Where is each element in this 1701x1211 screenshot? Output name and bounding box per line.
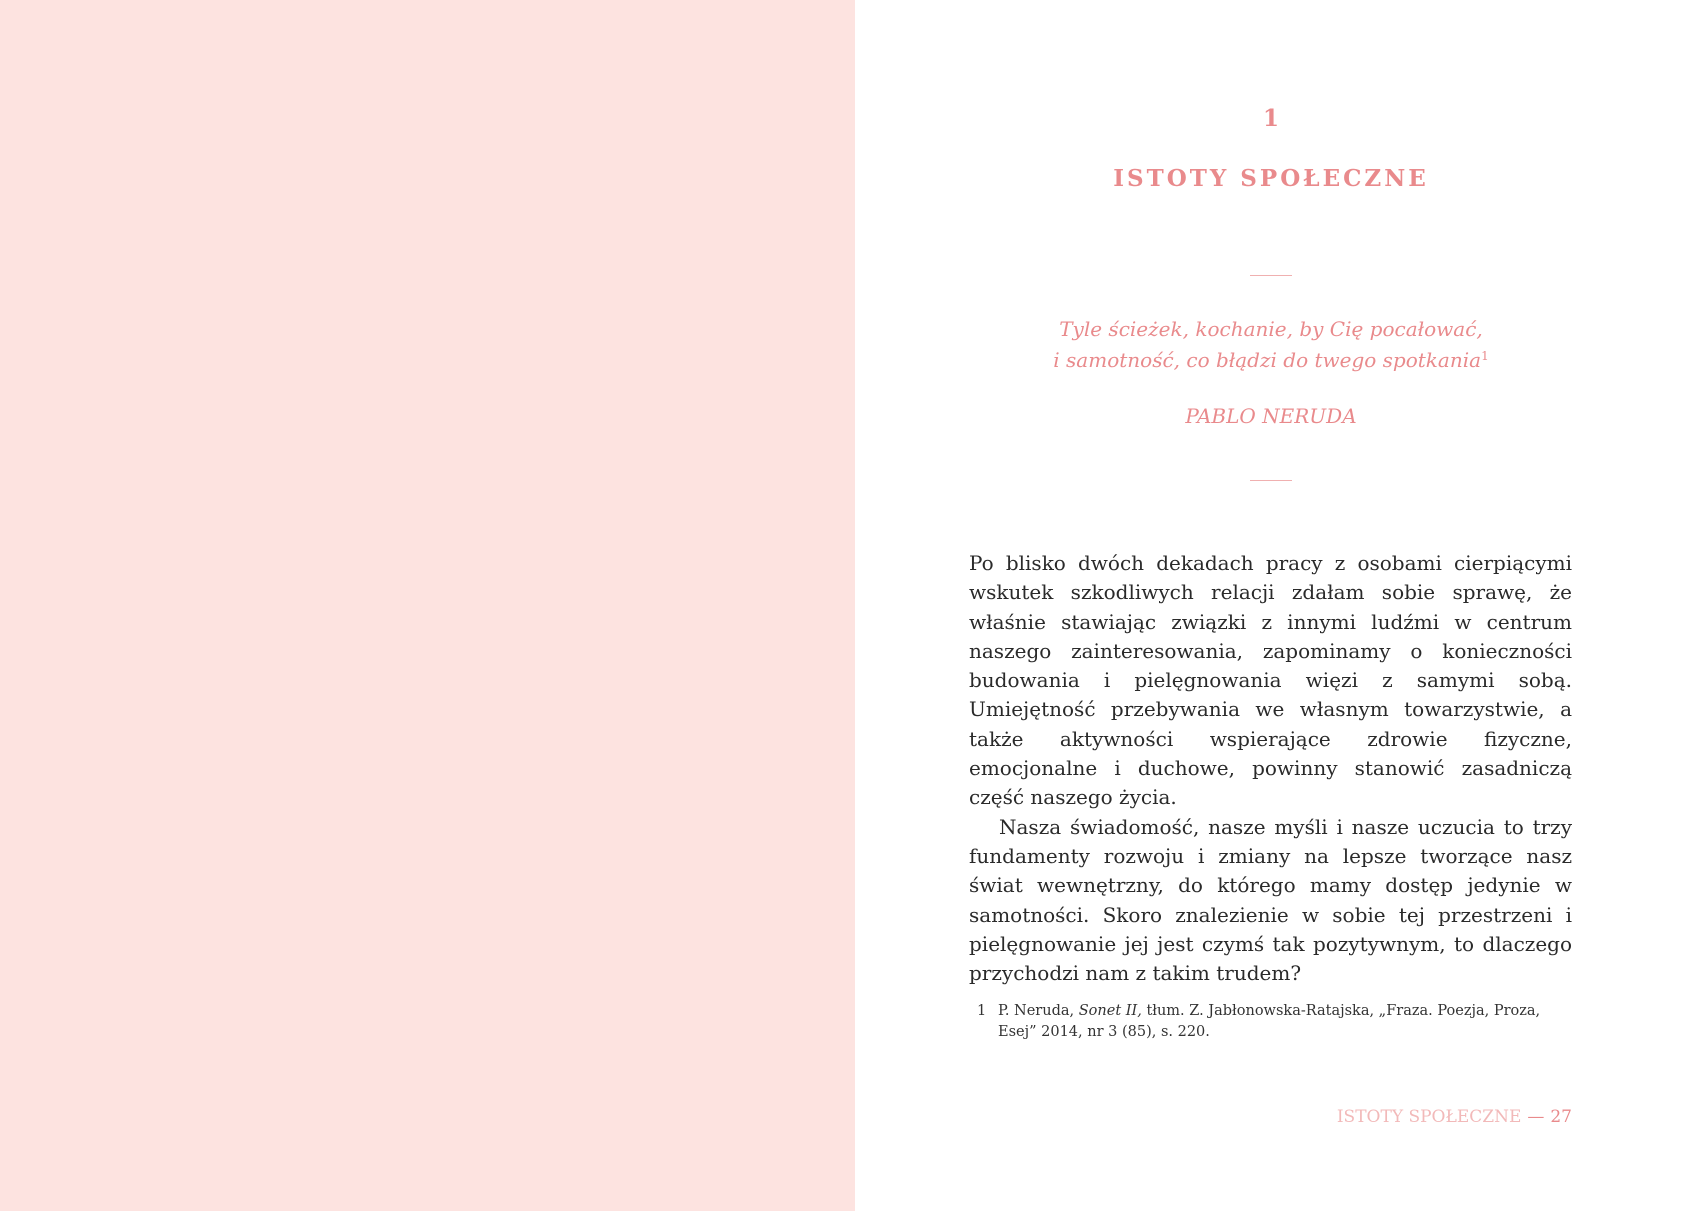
running-footer: [1172, 1107, 1572, 1127]
footnote-text: [998, 1001, 1572, 1043]
page-number: 27: [1550, 1107, 1572, 1127]
footnote-reference: 1: [1481, 349, 1489, 363]
chapter-number: 1: [1262, 105, 1279, 132]
epigraph-line-1: Tyle ścieżek, kochanie, by Cię pocałować,: [1059, 317, 1483, 341]
body-text: [969, 549, 1572, 988]
epigraph-line-2: [1021, 345, 1521, 376]
epigraph-author: PABLO NERUDA: [1185, 404, 1357, 428]
footnote: [977, 1001, 1572, 1043]
footnote-number: 1: [977, 1003, 987, 1019]
footer-separator: —: [1527, 1107, 1545, 1127]
epigraph: [1021, 314, 1521, 376]
divider-bottom: [1250, 480, 1292, 481]
divider-top: [1250, 275, 1292, 276]
body-paragraph-2: Nasza świadomość, nasze myśli i nasze uczucia to trzy fundamenty rozwoju i zmiany na lepsze tworzące nasz świat wewnętrzny, do którego mamy dostęp jedynie w samotności. Skoro znalezienie w sobie tej przestrzeni i pielęgnowanie jej jest czymś tak pozytywnym, to dlaczego przychodzi nam z takim trudem?: [969, 814, 1572, 986]
running-title: ISTOTY SPOŁECZNE: [1336, 1107, 1522, 1127]
chapter-title: ISTOTY SPOŁECZNE: [1113, 165, 1429, 192]
footnote-work-title: Sonet II,: [1078, 1003, 1142, 1019]
body-paragraph-1: Po blisko dwóch dekadach pracy z osobami cierpiącymi wskutek szkodliwych relacji zdałam sobie sprawę, że właśnie stawiając związki z innymi ludźmi w centrum naszego zainteresowania, zapominamy o konieczności budowania i pielęgnowania więzi z samymi sobą. Umiejętność przebywania we własnym towarzystwie, a także aktywności wspierające zdrowie fizyczne, emocjonalne i duchowe, powinny stanowić zasadniczą część naszego życia.: [969, 551, 1572, 810]
epigraph-line-2-text: i samotność, co błądzi do twego spotkania: [1053, 348, 1482, 372]
footnote-author: P. Neruda,: [998, 1003, 1075, 1019]
footnote-details: tłum. Z. Jabłonowska-Ratajska, „Fraza. Poezja, Proza, Esej” 2014, nr 3 (85), s. 220.: [998, 1003, 1541, 1040]
